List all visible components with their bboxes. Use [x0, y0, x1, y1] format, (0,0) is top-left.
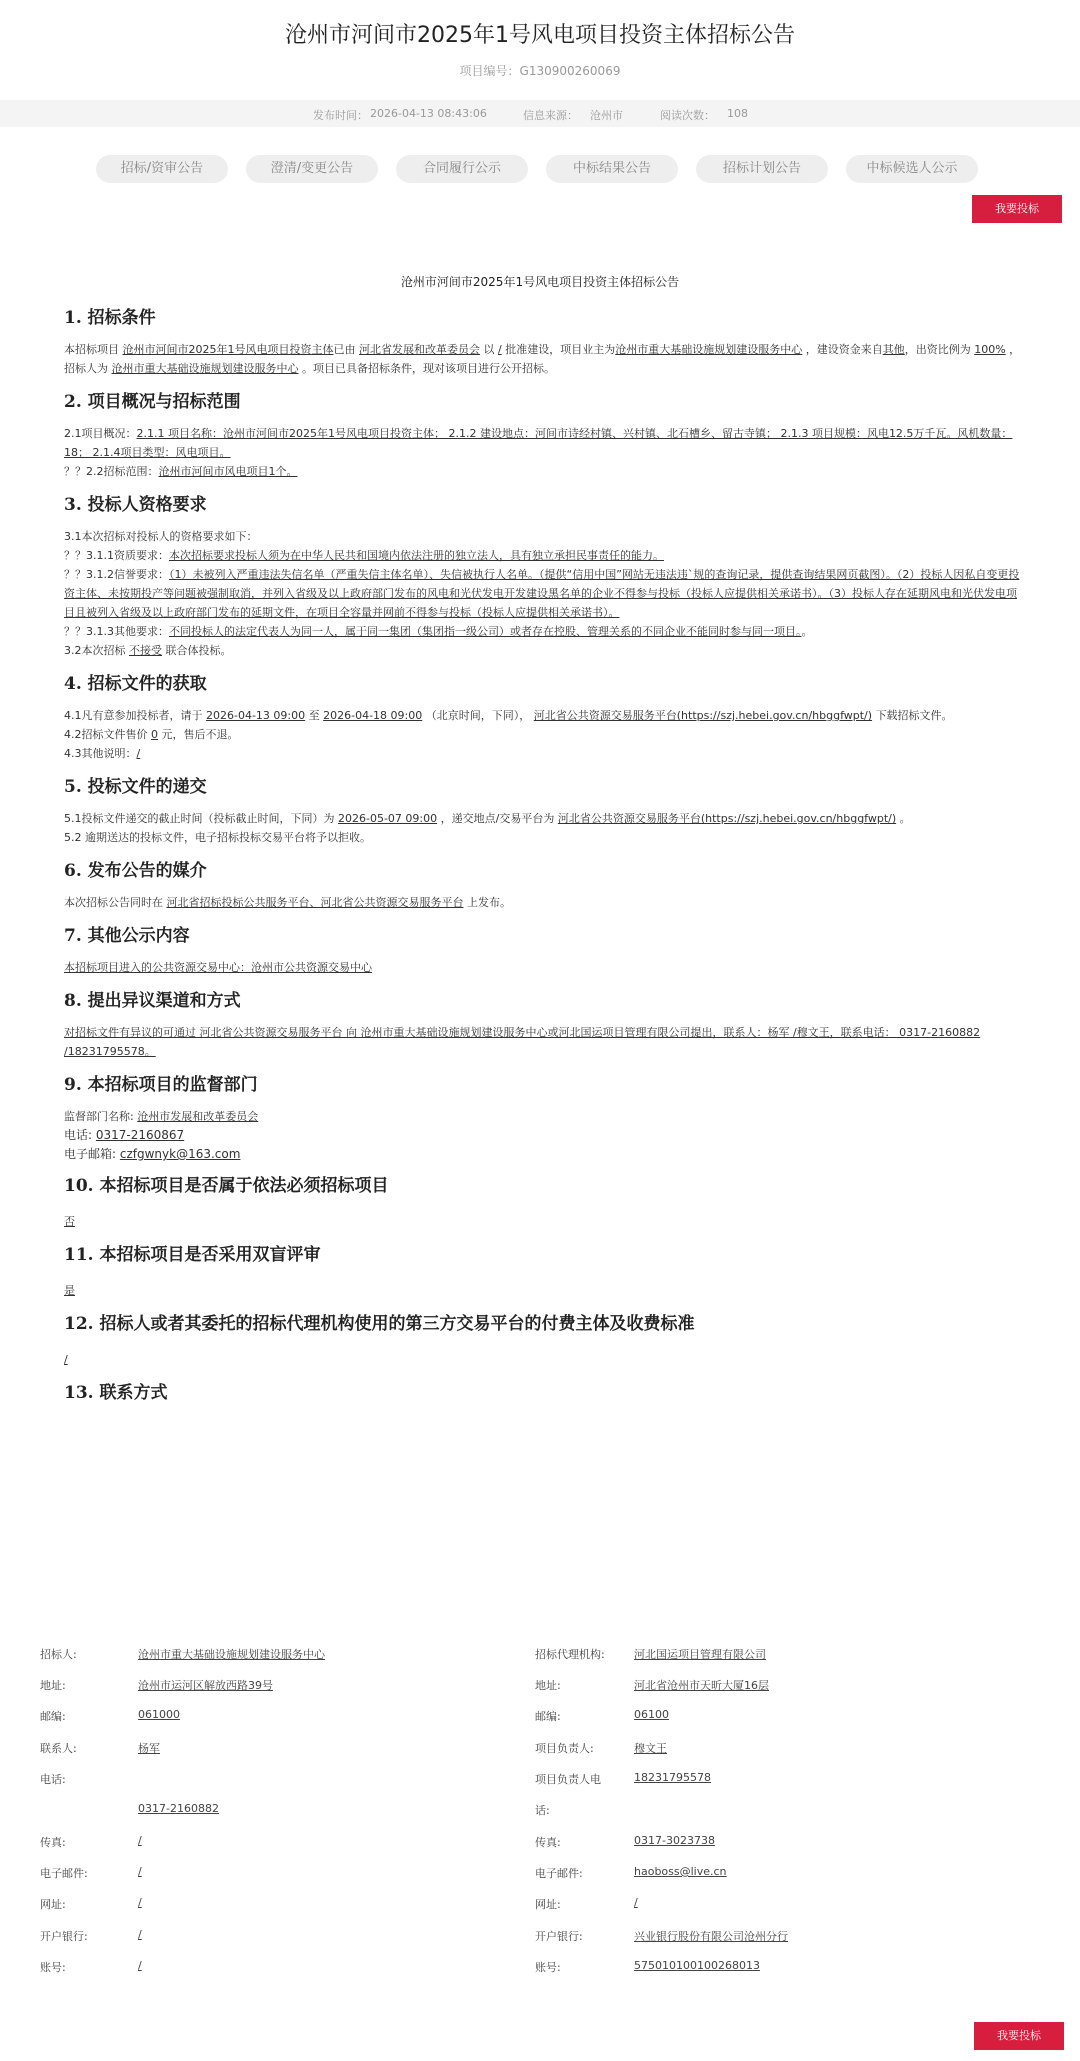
supervisor-dept [64, 1107, 1026, 1126]
s1-fund: 其他 [882, 343, 905, 356]
bid-button-top[interactable]: 我要投标 [972, 195, 1062, 223]
s1-project: 沧州市河间市2025年1号风电项目投资主体 [122, 343, 334, 356]
s4-other: / [136, 747, 141, 760]
section-heading-10: 10. 本招标项目是否属于依法必须招标项目 [64, 1176, 389, 1196]
tab-plan[interactable]: 招标计划公告 [696, 155, 828, 183]
s4-text: （北京时间，下同）， [425, 709, 531, 722]
s4-start: 2026-04-13 09:00 [206, 709, 306, 722]
contact-key: 招标人: [40, 1648, 77, 1661]
credit [64, 565, 1026, 622]
tab-award-result[interactable]: 中标结果公告 [546, 155, 678, 183]
s3-suffix: 联合体投标。 [165, 644, 232, 657]
contact-key: 开户银行: [40, 1930, 88, 1943]
s3-suffix: 。 [801, 625, 813, 638]
contact-value: 兴业银行股份有限公司沧州分行 [634, 1930, 788, 1943]
s7-text: 本招标项目进入的公共资源交易中心：沧州市公共资源交易中心 [64, 961, 372, 974]
s2-scope: 沧州市河间市风电项目1个。 [158, 465, 298, 478]
contact-key: 电子邮件: [535, 1867, 583, 1880]
s4-text: 下载招标文件。 [875, 709, 953, 722]
contact-key: 账号: [40, 1961, 66, 1974]
contact-key: 地址: [40, 1679, 66, 1692]
s9-label: 监督部门名称: [64, 1110, 134, 1123]
bid-button-bottom[interactable]: 我要投标 [974, 2022, 1064, 2050]
s5-text: 。 [899, 812, 911, 825]
supervisor-email [64, 1145, 1026, 1164]
s9-label: 电子邮箱: [64, 1147, 117, 1161]
contact-value: 18231795578 [634, 1771, 711, 1784]
tab-candidates[interactable]: 中标候选人公示 [846, 155, 978, 183]
publish-time: 2026-04-13 08:43:06 [370, 107, 487, 120]
s1-text: 以 [483, 343, 495, 356]
s3-label: ？？3.1.3其他要求： [64, 625, 169, 638]
contact-value: / [138, 1834, 142, 1847]
section-heading-4: 4. 招标文件的获取 [64, 674, 207, 694]
s9-dept: 沧州市发展和改革委员会 [137, 1110, 259, 1123]
contact-value: / [634, 1896, 638, 1909]
reads-value: 108 [727, 107, 748, 120]
section-heading-13: 13. 联系方式 [64, 1383, 168, 1403]
s9-tel: 0317-2160867 [95, 1128, 185, 1142]
tab-clarification[interactable]: 澄清/变更公告 [246, 155, 378, 183]
doc-title: 沧州市河间市2025年1号风电项目投资主体招标公告 [400, 275, 680, 289]
s3-credit: （1）未被列入严重违法失信名单（严重失信主体名单）、失信被执行人名单。（提供“信用中国”网站无违法违`规的查询记录，提供查询结果网页截图）。（2）投标人因私自变更投资主体、未按期投产等问题被强制取消，并列入省级及以上政府部门发布的风电和光伏发电开发建设黑名单的企业不得参与投标（投标人应提供相关承诺书）。（3）投标人存在延期风电和光伏发电项目且被列入省级及以上政府部门发布的延期文件，在项目全容量并网前不得参与投标（投标人应提供相关承诺书）。 [64, 568, 1020, 619]
contact-key: 邮编: [40, 1710, 66, 1723]
section-heading-8: 8. 提出异议渠道和方式 [64, 991, 241, 1011]
contact-value: 0317-2160882 [138, 1802, 219, 1815]
contact-key: 地址: [535, 1679, 561, 1692]
contact-value[interactable]: haoboss@live.cn [634, 1865, 727, 1878]
section-heading-12: 12. 招标人或者其委托的招标代理机构使用的第三方交易平台的付费主体及收费标准 [64, 1314, 695, 1334]
contact-value: / [138, 1959, 142, 1972]
s8-text: 对招标文件有异议的可通过 河北省公共资源交易服务平台 向 沧州市重大基础设施规划建设服务中心或河北国运项目管理有限公司提出，联系人：杨军 /穆文王，联系电话： 0317-2160882 /18231795578。 [64, 1026, 981, 1058]
contact-value: 河北国运项目管理有限公司 [634, 1648, 766, 1661]
s1-owner: 沧州市重大基础设施规划建设服务中心 [615, 343, 803, 356]
s4-text: 4.3其他说明： [64, 747, 137, 760]
section-heading-6: 6. 发布公告的媒介 [64, 861, 207, 881]
s1-tenderer: 沧州市重大基础设施规划建设服务中心 [111, 362, 299, 375]
source-label: 信息来源： [523, 109, 578, 122]
s5-late-notice: 5.2 逾期送达的投标文件，电子招标投标交易平台将予以拒收。 [64, 831, 371, 844]
s3-label: 3.2本次招标 [64, 644, 126, 657]
contact-value: 575010100100268013 [634, 1959, 760, 1972]
source-value: 沧州市 [590, 109, 623, 122]
contact-value: 沧州市运河区解放西路39号 [138, 1679, 273, 1692]
s2-overview: 2.1.1 项目名称：沧州市河间市2025年1号风电项目投资主体； 2.1.2 建设地点：河间市诗经村镇、兴村镇、北石槽乡、留古寺镇； 2.1.3 项目规模：风电12.5万千瓦。风机数量：18； 2.1.4项目类型：风电项目。 [64, 427, 1013, 459]
s2-label: 2.1项目概况： [64, 427, 137, 440]
section-heading-11: 11. 本招标项目是否采用双盲评审 [64, 1245, 321, 1265]
s1-text: ，出资比例为 [904, 343, 971, 356]
contact-value: 杨军 [138, 1742, 160, 1755]
contact-value: / [138, 1928, 142, 1941]
consortium [64, 641, 1026, 660]
contact-key: 项目负责人: [535, 1742, 594, 1755]
other-requirements [64, 622, 1026, 641]
media [64, 893, 1026, 912]
s3-other: 不同投标人的法定代表人为同一人，属于同一集团（集团指一级公司）或者存在控股、管理关系的不同企业不能同时参与同一项目。 [169, 625, 802, 638]
contact-key: 电话: [40, 1773, 66, 1786]
s1-text: 本招标项目 [64, 343, 119, 356]
contact-key: 账号: [535, 1961, 561, 1974]
s4-end: 2026-04-18 09:00 [323, 709, 423, 722]
s3-consortium-value: 不接受 [129, 644, 162, 657]
contact-value: / [138, 1896, 142, 1909]
tender-scope [64, 462, 1026, 481]
page-title: 沧州市河间市2025年1号风电项目投资主体招标公告 [285, 23, 795, 48]
contact-key: 联系人: [40, 1742, 77, 1755]
contact-value: 河北省沧州市天昕大厦16层 [634, 1679, 769, 1692]
s6-text: 本次招标公告同时在 [64, 896, 163, 909]
s11-value: 是 [64, 1284, 75, 1297]
section-heading-1: 1. 招标条件 [64, 308, 156, 328]
project-code-value: G130900260069 [519, 64, 621, 78]
s5-platform-link[interactable]: 河北省公共资源交易服务平台(https://szj.hebei.gov.cn/hbggfwpt/) [557, 812, 897, 825]
s9-email[interactable]: czfgwnyk@163.com [119, 1147, 241, 1161]
s1-text: 。项目已具备招标条件，现对该项目进行公开招标。 [302, 362, 555, 375]
s1-text: 已由 [333, 343, 356, 356]
s6-media: 河北省招标投标公共服务平台、河北省公共资源交易服务平台 [166, 896, 464, 909]
s3-label: ？？3.1.2信誉要求： [64, 568, 169, 581]
meta-band [0, 100, 1080, 127]
contact-key: 开户银行: [535, 1930, 583, 1943]
s1-ratio: 100% [974, 343, 1006, 356]
s3-intro: 3.1本次招标对投标人的资格要求如下： [64, 530, 258, 543]
s9-label: 电话: [64, 1128, 93, 1142]
s1-text: ，建设资金来自 [805, 343, 883, 356]
submission-deadline [64, 809, 1026, 828]
contact-key: 网址: [40, 1898, 66, 1911]
s5-deadline: 2026-05-07 09:00 [338, 812, 438, 825]
tab-contract[interactable]: 合同履行公示 [396, 155, 528, 183]
project-code-label: 项目编号： [459, 64, 520, 78]
s1-text: 批准建设，项目业主为 [505, 343, 616, 356]
s2-label: ？？2.2招标范围： [64, 465, 159, 478]
tender-conditions [64, 340, 1026, 378]
contact-key: 电子邮件: [40, 1867, 88, 1880]
s1-approver: 河北省发展和改革委员会 [359, 343, 480, 356]
s5-text: ，递交地点/交易平台为 [440, 812, 555, 825]
section-heading-3: 3. 投标人资格要求 [64, 495, 207, 515]
supervisor-tel [64, 1126, 1026, 1145]
contact-key: 传真: [535, 1836, 561, 1849]
s1-approval-no: / [498, 343, 502, 356]
other-notes [64, 744, 1026, 763]
s6-text: 上发布。 [467, 896, 511, 909]
s1-text: ，招标人为 [64, 343, 1021, 375]
s4-text: 4.2招标文件售价 [64, 728, 148, 741]
project-code [0, 62, 1080, 79]
section-heading-9: 9. 本招标项目的监督部门 [64, 1075, 258, 1095]
s5-text: 5.1投标文件递交的截止时间（投标截止时间，下同）为 [64, 812, 335, 825]
project-overview [64, 424, 1026, 462]
s4-platform-link[interactable]: 河北省公共资源交易服务平台(https://szj.hebei.gov.cn/hbggfwpt/) [533, 709, 873, 722]
contact-key: 话: [535, 1804, 550, 1817]
contact-key: 招标代理机构: [535, 1648, 605, 1661]
contact-value: 穆文王 [634, 1742, 667, 1755]
contact-key: 网址: [535, 1898, 561, 1911]
contact-key: 邮编: [535, 1710, 561, 1723]
contact-key: 项目负责人电 [535, 1773, 601, 1786]
announcement-content [64, 306, 1026, 1405]
s3-label: ？？3.1.1资质要求： [64, 549, 169, 562]
reads-label: 阅读次数： [660, 109, 715, 122]
s3-qualification: 本次招标要求投标人须为在中华人民共和国境内依法注册的独立法人，具有独立承担民事责任的能力。 [169, 549, 664, 562]
s4-price: 0 [151, 728, 158, 741]
contact-value: / [138, 1865, 142, 1878]
document-acquisition [64, 706, 1026, 725]
s10-value: 否 [64, 1215, 75, 1228]
contact-value: 沧州市重大基础设施规划建设服务中心 [138, 1648, 325, 1661]
contact-value: 061000 [138, 1708, 180, 1721]
tab-tender-notice[interactable]: 招标/资审公告 [96, 155, 228, 183]
qualification [64, 546, 1026, 565]
publish-label: 发布时间： [313, 109, 368, 122]
section-heading-5: 5. 投标文件的递交 [64, 777, 207, 797]
section-heading-2: 2. 项目概况与招标范围 [64, 392, 241, 412]
contact-value: 06100 [634, 1708, 669, 1721]
document-price [64, 725, 1026, 744]
s4-text: 元，售后不退。 [161, 728, 239, 741]
section-heading-7: 7. 其他公示内容 [64, 926, 190, 946]
s4-text: 4.1凡有意参加投标者，请于 [64, 709, 203, 722]
contact-value: 0317-3023738 [634, 1834, 715, 1847]
s4-text: 至 [308, 709, 320, 722]
s12-value: / [64, 1353, 68, 1366]
contact-key: 传真: [40, 1836, 66, 1849]
